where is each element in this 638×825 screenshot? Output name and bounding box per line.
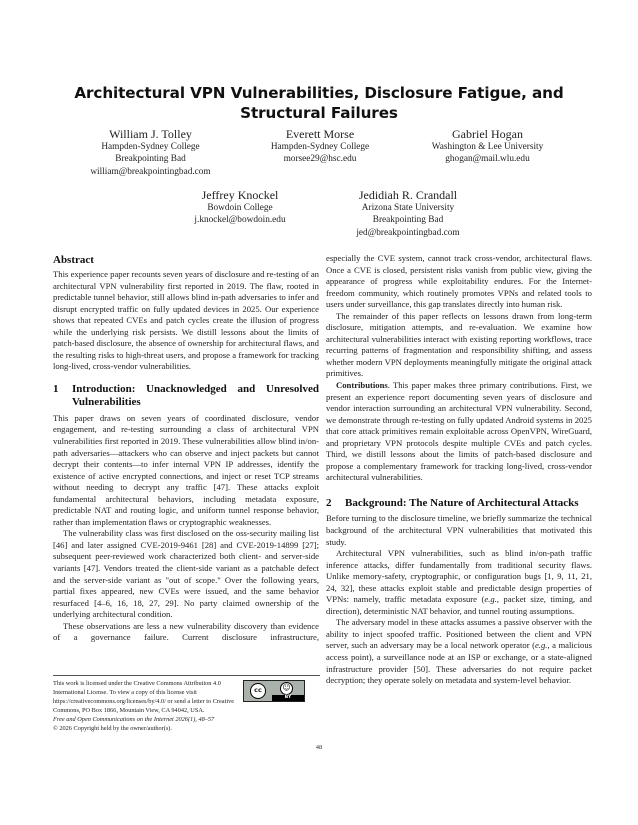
paragraph: These observations are less a new vulnerability discovery than evidence of a governance failure. Current disclosure infrastructure, (53, 620, 319, 643)
author-email: j.knockel@bowdoin.edu (194, 215, 286, 226)
author-name: Gabriel Hogan (452, 127, 523, 141)
section-title: Background: The Nature of Architectural Attacks (345, 496, 579, 509)
emphasis: e.g. (534, 640, 548, 651)
by-label: BY (272, 695, 304, 701)
cc-icon: cc (250, 683, 266, 699)
section-number: 2 (326, 496, 332, 509)
license-text: This work is licensed under the Creative Commons Attribution 4.0 International License. To view a copy of this license visit https://creativecommons.org/licenses/by/4.0/ or send a letter to Creative Commons, PO Box 1866, Mountain View, CA 94042, USA. (53, 680, 235, 714)
venue-citation: Free and Open Communications on the Internet 2026(1), 48–57 (53, 715, 215, 723)
paragraph-text: ), a surveillance node at an ISP or exchange, or a state-aligned infrastructure provider [50]. These adversaries do not require packet decryption; they operate solely on metadata and system-level behavior. (326, 652, 592, 686)
paragraph-text: , a malicious access point (326, 640, 592, 662)
contributions-paragraph (326, 380, 592, 484)
emphasis: e.g. (484, 594, 497, 605)
footnote-rule (53, 675, 320, 676)
paragraph: Before turning to the disclosure timeline, we briefly summarize the technical background of the architectural VPN vulnerabilities that motivated this study. (326, 513, 592, 547)
section-heading (53, 383, 319, 410)
right-column (326, 253, 592, 687)
author-affiliation: Washington & Lee University (431, 142, 544, 152)
paragraph (326, 548, 592, 617)
paragraph (326, 617, 592, 686)
author-affiliation: Bowdoin College (207, 203, 273, 213)
author-affiliation: Arizona State University (361, 203, 455, 213)
left-column (53, 253, 319, 644)
page-number: 48 (315, 744, 323, 751)
author-email: william@breakpointingbad.com (90, 166, 211, 177)
abstract-text: This experience paper recounts seven years of disclosure and re-testing of an architectural VPN vulnerability first reported in 2019. The flaw, rooted in predictable tunnel behavior, still allows blind in-path adversaries to infer and disrupt encrypted traffic on fully updated devices in 2025. Our experience shows that repeated CVEs and patch cycles create the illusion of progress while the underlying risk persists. We distill lessons about the limits of patch-based disclosure, the absence of ownership for architectural flaws, and the resulting risks to high-threat users, and propose a framework for tracking long-lived, cross-vendor vulnerabilities. (53, 269, 319, 372)
author-email: jed@breakpointingbad.com (356, 227, 460, 238)
paragraph: This paper draws on seven years of coordinated disclosure, vendor engagement, and re-testing surrounding a class of architectural VPN vulnerabilities first reported in 2019. These vulnerabilities allow blind in/on-path adversaries—attackers who can observe and inject packets but cannot decrypt their contents—to infer internal VPN IP addresses, identify the existence of active encrypted connections, and inject or reset TCP streams without needing to decrypt any traffic [47]. These attacks exploit fundamental architectural behaviors, including metadata exposure, predictable NAT and routing logic, and uniform tunnel response behavior, rather than implementation flaws or cryptographic weaknesses. (53, 412, 319, 527)
author-name: Jedidiah R. Crandall (358, 188, 458, 202)
author-name: William J. Tolley (109, 127, 192, 141)
contributions-label: Contributions (336, 380, 388, 391)
author-block (400, 127, 575, 166)
copyright-notice: © 2026 Copyright held by the owner/author(s). (53, 724, 172, 732)
author-block (235, 127, 405, 166)
author-affiliation: Breakpointing Bad (372, 215, 444, 226)
section-title: Introduction: Unacknowledged and Unresolved Vulnerabilities (72, 382, 319, 409)
person-icon: ☺ (280, 682, 293, 695)
author-block (165, 188, 315, 227)
paragraph-text: The adversary model in these attacks assumes a passive observer with the ability to inject spoofed traffic. Positioned between the client and VPN server, such an adversary may be a local network operator ( (326, 617, 592, 651)
section-heading (326, 497, 592, 511)
author-block (63, 127, 238, 178)
paragraph: The vulnerability class was first disclosed on the oss-security mailing list [46] and later assigned CVE-2019-9461 [28] and CVE-2019-14899 [27]; subsequent peer-reviewed work characterized both client- and server-side variants [47]. Vendors treated the client-side variant as a patchable defect and the server-side variant as "out of scope." Over the following years, partial fixes appeared, new CVEs were issued, and the same behavior resurfaced [4–6, 16, 18, 27, 29]. No party claimed ownership of the underlying architectural condition. (53, 528, 319, 620)
abstract-heading: Abstract (53, 254, 94, 266)
author-email: morsee29@hsc.edu (283, 154, 357, 165)
author-email: ghogan@mail.wlu.edu (445, 154, 530, 165)
author-affiliation: Hampden-Sydney College (101, 142, 200, 152)
contributions-text: . This paper makes three primary contributions. First, we present an experience report documenting seven years of disclosure and vendor interaction surrounding an architectural VPN vulnerability. Second, we demonstrate through re-testing on fully updated Android systems in 2025 that core attack primitives remain exploitable across OpenVPN, WireGuard, and proprietary VPN protocols despite multiple CVEs and patch cycles. Third, we distill lessons about the limits of patch-based disclosure and propose a complementary framework for tracking long-lived, cross-vendor architectural vulnerabilities. (326, 380, 592, 483)
paragraph-text: , packet size, timing, and direction), deterministic NAT behavior, and tunnel routing assumptions. (326, 594, 592, 616)
paper-title: Architectural VPN Vulnerabilities, Disclosure Fatigue, and Structural Failures (74, 84, 564, 122)
paragraph-text: Architectural VPN vulnerabilities, such as blind in/on-path traffic inference attacks, differ fundamentally from traditional security flaws. Unlike memory-safety, cryptographic, or configuration bugs [1, 9, 11, 21, 24, 32], these attacks exploit stable and predictable design properties of VPNs: namely, traffic metadata exposure ( (326, 548, 592, 605)
paragraph: especially the CVE system, cannot track cross-vendor, architectural flaws. Once a CVE is closed, persistent risks vanish from public view, giving the appearance of progress while exploitability endures. For the Internet-freedom community, which routinely promotes VPNs and related tools to users under surveillance, this gap translates directly into human risk. (326, 253, 592, 310)
section-number: 1 (53, 382, 59, 395)
author-affiliation: Breakpointing Bad (115, 154, 186, 165)
creative-commons-by-icon (243, 680, 305, 702)
author-affiliation: Hampden-Sydney College (270, 142, 370, 152)
author-block (328, 188, 488, 239)
paragraph: The remainder of this paper reflects on lessons drawn from long-term disclosure, mitigation attempts, and re-evaluation. We examine how architectural vulnerabilities interact with existing reporting workflows, trace recurring patterns of fragmentation and responsibility shifting, and assess whether modern VPN deployments meaningfully mitigate the original attack primitives. (326, 310, 592, 379)
author-name: Everett Morse (285, 127, 355, 141)
author-name: Jeffrey Knockel (201, 188, 279, 202)
